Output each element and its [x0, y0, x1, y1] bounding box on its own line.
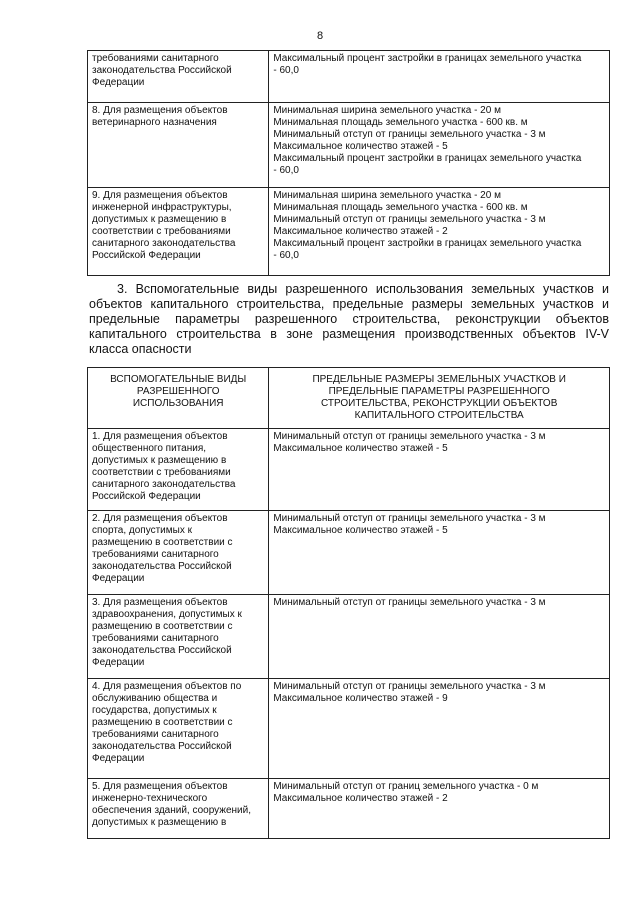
cell-line: допустимых к размещению в — [92, 817, 227, 828]
header-limit-parameters — [269, 368, 610, 429]
cell-line: Федерации — [92, 573, 145, 584]
cell-line: государства, допустимых к — [92, 705, 217, 716]
cell-line: размещению в соответствии с — [92, 537, 233, 548]
page-number: 8 — [316, 30, 324, 42]
use-type-cell — [88, 595, 269, 679]
cell-line: РАЗРЕШЕННОГО — [136, 386, 220, 397]
cell-line: требованиями санитарного — [92, 53, 219, 64]
cell-line: Минимальная площадь земельного участка - 600 кв. м — [273, 117, 528, 128]
cell-line: Максимальное количество этажей - 2 — [273, 226, 448, 237]
cell-line: спорта, допустимых к — [92, 525, 192, 536]
cell-line: требованиями санитарного — [92, 729, 219, 740]
cell-line: соответствии с требованиями — [92, 467, 231, 478]
cell-line: здравоохранения, допустимых к — [92, 609, 242, 620]
cell-line: Минимальная ширина земельного участка - 20 м — [273, 190, 501, 201]
cell-line: законодательства Российской — [92, 645, 232, 656]
parameters-cell — [269, 188, 610, 276]
table-row — [88, 779, 610, 839]
parameters-cell — [269, 779, 610, 839]
cell-line: допустимых к размещению в — [92, 455, 227, 466]
table-row — [88, 511, 610, 595]
cell-line: ПРЕДЕЛЬНЫЕ ПАРАМЕТРЫ РАЗРЕШЕННОГО — [328, 386, 550, 397]
cell-line: обслуживанию общества и — [92, 693, 218, 704]
cell-line: размещению в соответствии с — [92, 621, 233, 632]
parameters-cell — [269, 511, 610, 595]
cell-line: 3. Для размещения объектов — [92, 597, 228, 608]
cell-line: 1. Для размещения объектов — [92, 431, 228, 442]
use-type-cell — [88, 511, 269, 595]
cell-line: Федерации — [92, 753, 145, 764]
cell-line: допустимых к размещению в — [92, 214, 227, 225]
parameters-table-main-uses — [87, 50, 610, 276]
use-type-cell — [88, 679, 269, 779]
cell-line: инженерной инфраструктуры, — [92, 202, 232, 213]
cell-line: Российской Федерации — [92, 491, 201, 502]
cell-line: Максимальное количество этажей - 5 — [273, 525, 448, 536]
cell-line: ПРЕДЕЛЬНЫЕ РАЗМЕРЫ ЗЕМЕЛЬНЫХ УЧАСТКОВ И — [312, 374, 566, 385]
table-row — [88, 188, 610, 276]
use-type-cell — [88, 103, 269, 188]
cell-line: санитарного законодательства — [92, 238, 236, 249]
cell-line: инженерно-технического — [92, 793, 208, 804]
cell-line: ветеринарного назначения — [92, 117, 217, 128]
cell-line: Максимальное количество этажей - 5 — [273, 443, 448, 454]
cell-line: ИСПОЛЬЗОВАНИЯ — [132, 398, 224, 409]
parameters-cell — [269, 595, 610, 679]
cell-line: Максимальное количество этажей - 9 — [273, 693, 448, 704]
cell-line: СТРОИТЕЛЬСТВА, РЕКОНСТРУКЦИИ ОБЪЕКТОВ — [320, 398, 558, 409]
use-type-cell — [88, 779, 269, 839]
cell-line: требованиями санитарного — [92, 549, 219, 560]
cell-line: ВСПОМОГАТЕЛЬНЫЕ ВИДЫ — [110, 374, 247, 385]
cell-line: Максимальное количество этажей - 5 — [273, 141, 448, 152]
use-type-cell — [88, 188, 269, 276]
cell-line: Максимальный процент застройки в границах земельного участка — [273, 53, 582, 64]
cell-line: КАПИТАЛЬНОГО СТРОИТЕЛЬСТВА — [354, 410, 524, 421]
cell-line: Минимальный отступ от границы земельного участка - 3 м — [273, 431, 546, 442]
cell-line: законодательства Российской — [92, 561, 232, 572]
cell-line: Минимальный отступ от границ земельного участка - 0 м — [273, 781, 539, 792]
cell-line: Максимальный процент застройки в границах земельного участка — [273, 238, 582, 249]
cell-line: Российской Федерации — [92, 250, 201, 261]
cell-line: обеспечения зданий, сооружений, — [92, 805, 251, 816]
cell-line: соответствии с требованиями — [92, 226, 231, 237]
parameters-cell — [269, 51, 610, 103]
cell-line: 8. Для размещения объектов — [92, 105, 228, 116]
cell-line: Максимальное количество этажей - 2 — [273, 793, 448, 804]
table-row — [88, 51, 610, 103]
table-row — [88, 103, 610, 188]
cell-line: Максимальный процент застройки в границах земельного участка — [273, 153, 582, 164]
cell-line: Федерации — [92, 657, 145, 668]
table-row — [88, 595, 610, 679]
cell-line: Минимальная ширина земельного участка - 20 м — [273, 105, 501, 116]
parameters-table-auxiliary-uses — [87, 367, 610, 839]
table-row — [88, 429, 610, 511]
section-heading-text: 3. Вспомогательные виды разрешенного использования земельных участков и объектов капитального строительства, предельные размеры земельных участков и предельные параметры разрешенного строительства, реконструкции объектов капитального строительства в зоне размещения производственных объектов IV-V класса опасности — [89, 282, 609, 356]
cell-line: Минимальный отступ от границы земельного участка - 3 м — [273, 597, 546, 608]
parameters-cell — [269, 679, 610, 779]
cell-line: Минимальный отступ от границы земельного участка - 3 м — [273, 214, 546, 225]
cell-line: Минимальный отступ от границы земельного участка - 3 м — [273, 129, 546, 140]
use-type-cell — [88, 51, 269, 103]
cell-line: Минимальный отступ от границы земельного участка - 3 м — [273, 681, 546, 692]
cell-line: законодательства Российской — [92, 741, 232, 752]
cell-line: Минимальная площадь земельного участка - 600 кв. м — [273, 202, 528, 213]
section-heading — [89, 282, 609, 357]
cell-line: - 60,0 — [273, 250, 299, 261]
use-type-cell — [88, 429, 269, 511]
cell-line: 9. Для размещения объектов — [92, 190, 228, 201]
parameters-cell — [269, 103, 610, 188]
cell-line: Минимальный отступ от границы земельного участка - 3 м — [273, 513, 546, 524]
cell-line: Федерации — [92, 77, 145, 88]
header-auxiliary-uses — [88, 368, 269, 429]
cell-line: размещению в соответствии с — [92, 717, 233, 728]
table-header-row — [88, 368, 610, 429]
cell-line: 4. Для размещения объектов по — [92, 681, 242, 692]
cell-line: - 60,0 — [273, 65, 299, 76]
table-row — [88, 679, 610, 779]
cell-line: - 60,0 — [273, 165, 299, 176]
cell-line: общественного питания, — [92, 443, 207, 454]
cell-line: требованиями санитарного — [92, 633, 219, 644]
cell-line: 5. Для размещения объектов — [92, 781, 228, 792]
cell-line: санитарного законодательства — [92, 479, 236, 490]
parameters-cell — [269, 429, 610, 511]
cell-line: 2. Для размещения объектов — [92, 513, 228, 524]
cell-line: законодательства Российской — [92, 65, 232, 76]
